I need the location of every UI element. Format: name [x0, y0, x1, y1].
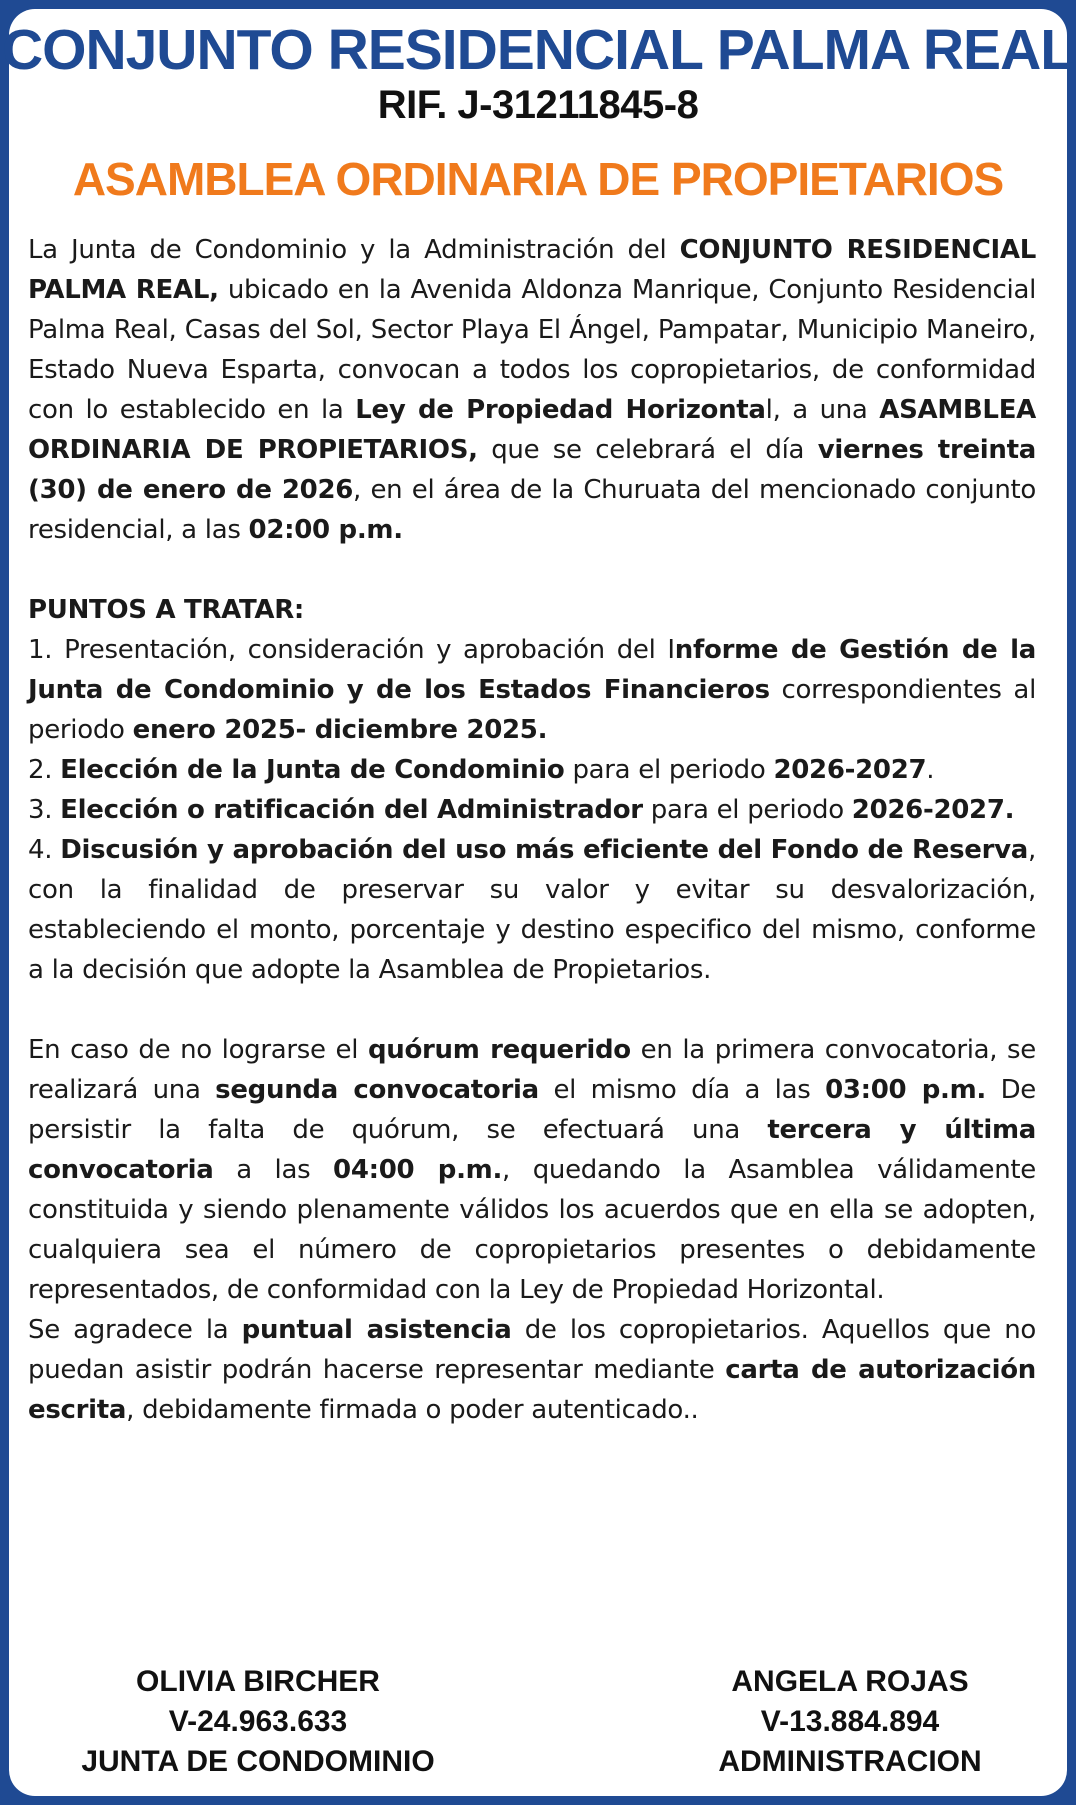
agenda-text: correspondientes al periodo [28, 675, 1036, 745]
agenda-text: 4. [28, 835, 61, 865]
rif-number: RIF. J-31211845-8 [377, 83, 699, 127]
signer-id: V-24.963.633 [168, 1705, 348, 1738]
closing-text: de los copropietarios. Aquellos que no puedan asistir podrán hacerse representar mediante [28, 1315, 1036, 1385]
signature-right [640, 1662, 1060, 1782]
agenda-bold: 2026-2027. [851, 795, 1015, 825]
intro-text: ubicado en la Avenida Aldonza Manrique, Conjunto Residencial Palma Real, Casas del Sol, Sector Playa El Ángel, Pampatar, Municipio Maneiro, Estado Nueva Esparta, convocan a todos los copropietarios, de conformidad con lo establecido en la [28, 275, 1037, 425]
spacer [28, 990, 1036, 1030]
quorum-bold: 04:00 p.m. [333, 1155, 503, 1185]
signer-name: OLIVIA BIRCHER [136, 1665, 380, 1698]
quorum-text: a las [213, 1155, 334, 1185]
agenda-bold: Elección o ratificación del Administrador [60, 795, 643, 825]
signer-id: V-13.884.894 [760, 1705, 940, 1738]
signer-role: JUNTA DE CONDOMINIO [81, 1745, 435, 1778]
agenda-text: 2. [28, 755, 61, 785]
agenda-text: , con la finalidad de preservar su valor y evitar su desvalorización, estableciendo el monto, porcentaje y destino especifico del mismo, conforme a la decisión que adopte la Asamblea de Propietarios. [28, 835, 1036, 985]
agenda-text: 1. Presentación, consideración y aprobación del I [28, 635, 675, 665]
intro-text: l, a una [765, 395, 880, 425]
quorum-text: el mismo día a las [538, 1075, 826, 1105]
intro-text: La Junta de Condominio y la Administración del [28, 235, 680, 265]
agenda-item-4 [28, 830, 1036, 990]
quorum-paragraph [28, 1030, 1036, 1310]
assembly-subtitle: ASAMBLEA ORDINARIA DE PROPIETARIOS [72, 153, 1004, 205]
quorum-bold: segunda convocatoria [215, 1075, 539, 1105]
agenda-text: 3. [28, 795, 61, 825]
intro-paragraph [28, 230, 1036, 550]
agenda-text: para el periodo [564, 755, 774, 785]
agenda-text: para el periodo [642, 795, 852, 825]
closing-bold: carta de autorización escrita [28, 1355, 1036, 1425]
agenda-heading-text: PUNTOS A TRATAR: [28, 595, 305, 625]
quorum-bold: quórum requerido [367, 1035, 631, 1065]
signer-name: ANGELA ROJAS [731, 1665, 969, 1698]
intro-bold: viernes treinta (30) de enero de 2026 [28, 435, 1036, 505]
agenda-heading [28, 590, 1036, 630]
signature-left [48, 1662, 468, 1782]
closing-text: , debidamente firmada o poder autenticado.. [126, 1395, 699, 1425]
quorum-bold: 03:00 p.m. [825, 1075, 986, 1105]
agenda-item-1 [28, 630, 1036, 750]
agenda-item-3 [28, 790, 1036, 830]
intro-text: que se celebrará el día [477, 435, 818, 465]
intro-bold: ASAMBLEA ORDINARIA DE PROPIETARIOS, [28, 395, 1036, 465]
quorum-text: De persistir la falta de quórum, se efectuará una [28, 1075, 1036, 1145]
intro-bold: Ley de Propiedad Horizonta [355, 395, 766, 425]
agenda-bold: enero 2025- diciembre 2025. [132, 715, 548, 745]
intro-bold: CONJUNTO RESIDENCIAL PALMA REAL, [28, 235, 1037, 305]
quorum-text: , quedando la Asamblea válidamente constituida y siendo plenamente válidos los acuerdos que en ella se adopten, cualquiera sea el número de copropietarios presentes o debidamente representados, de conformidad con la Ley de Propiedad Horizontal. [28, 1155, 1036, 1305]
intro-text: , en el área de la Churuata del mencionado conjunto residencial, a las [28, 475, 1036, 545]
intro-bold: 02:00 p.m. [248, 515, 403, 545]
notice-title: CONJUNTO RESIDENCIAL PALMA REAL [1, 18, 1075, 82]
agenda-text: . [926, 755, 935, 785]
notice-body [28, 230, 1036, 1430]
quorum-text: en la primera convocatoria, se realizará una [28, 1035, 1036, 1105]
closing-paragraph [28, 1310, 1036, 1430]
signer-role: ADMINISTRACION [718, 1745, 982, 1778]
agenda-item-2 [28, 750, 1036, 790]
agenda-bold: Discusión y aprobación del uso más eficiente del Fondo de Reserva [60, 835, 1029, 865]
spacer [28, 550, 1036, 590]
closing-bold: puntual asistencia [241, 1315, 512, 1345]
quorum-bold: tercera y última convocatoria [28, 1115, 1036, 1185]
agenda-bold: 2026-2027 [773, 755, 927, 785]
closing-text: Se agradece la [28, 1315, 242, 1345]
quorum-text: En caso de no lograrse el [28, 1035, 368, 1065]
agenda-bold: nforme de Gestión de la Junta de Condominio y de los Estados Financieros [28, 635, 1037, 705]
agenda-bold: Elección de la Junta de Condominio [60, 755, 565, 785]
